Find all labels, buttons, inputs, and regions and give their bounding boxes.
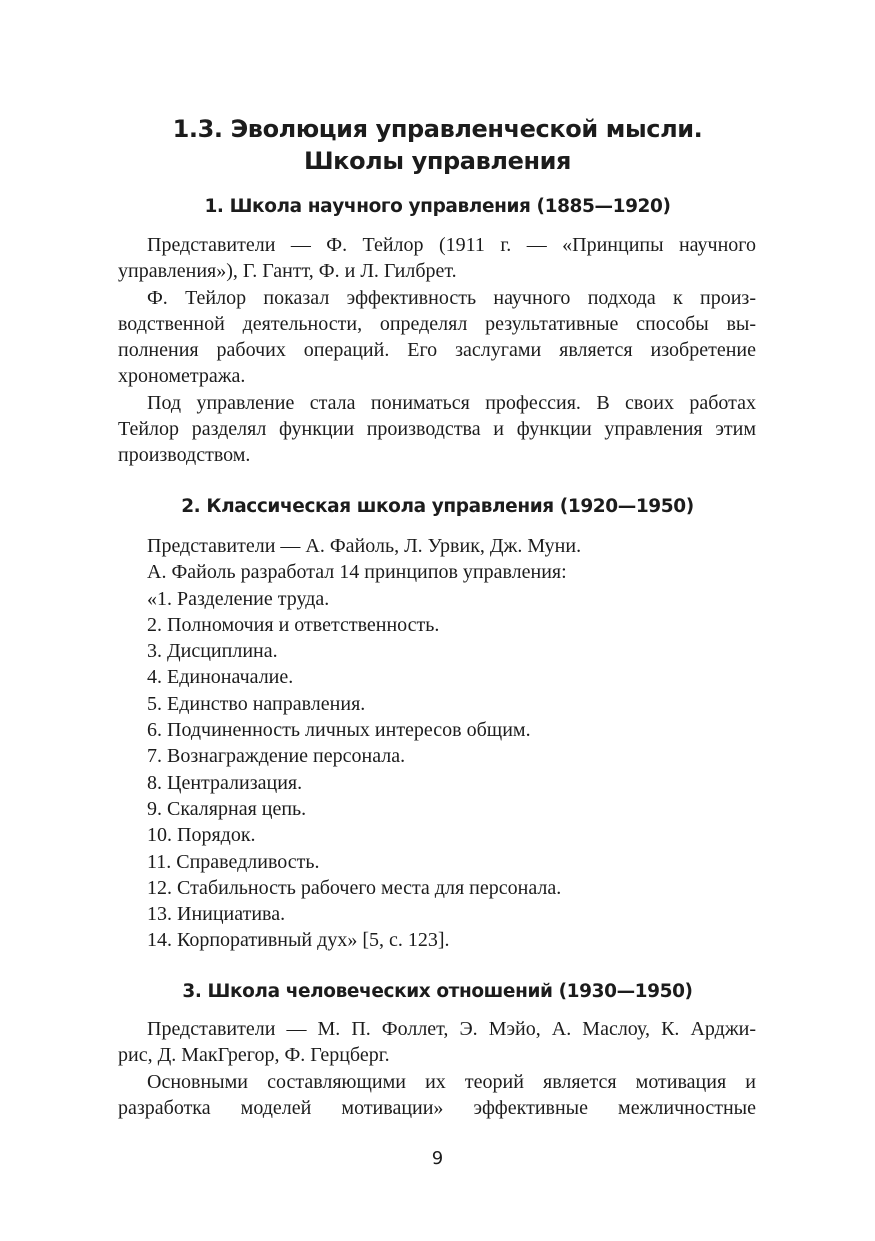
principle-item: 6. Подчиненность личных интересов общим. bbox=[147, 719, 531, 742]
section-1-p2-line-3: полнения рабочих операций. Его заслугами является изобретение bbox=[118, 339, 756, 362]
principle-item: 9. Скалярная цепь. bbox=[147, 797, 307, 820]
section-2-intro: А. Файоль разработал 14 принципов управления: bbox=[147, 561, 567, 584]
section-1-body bbox=[118, 232, 756, 469]
section-3-body bbox=[118, 1016, 756, 1121]
principle-item: 7. Вознаграждение персонала. bbox=[147, 745, 406, 768]
principle-item: 8. Централизация. bbox=[147, 771, 303, 794]
section-1-heading: 1. Школа научного управления (1885—1920) bbox=[204, 196, 671, 217]
principle-item: 12. Стабильность рабочего места для персонала. bbox=[147, 876, 562, 899]
page-number: 9 bbox=[431, 1148, 444, 1169]
section-3-p2-line-1: Основными составляющими их теорий является мотивация и bbox=[147, 1070, 756, 1093]
principle-item: 5. Единство направления. bbox=[147, 692, 366, 715]
section-3-p2-line-2: разработка моделей мотивации» эффективные межличностные bbox=[118, 1096, 756, 1119]
chapter-title-line-2: Школы управления bbox=[303, 147, 572, 175]
section-3-heading: 3. Школа человеческих отношений (1930—1950) bbox=[182, 981, 693, 1002]
section-1-p2-line-1: Ф. Тейлор показал эффективность научного подхода к произ- bbox=[147, 286, 756, 309]
chapter-title-line-1: 1.3. Эволюция управленческой мысли. bbox=[172, 115, 703, 143]
section-1-p1-line-2: управления»), Г. Гантт, Ф. и Л. Гилбрет. bbox=[118, 260, 457, 283]
section-1-p1-line-1: Представители — Ф. Тейлор (1911 г. — «Принципы научного bbox=[147, 234, 756, 256]
principle-item: 13. Инициатива. bbox=[147, 903, 286, 926]
section-2-body bbox=[118, 533, 756, 954]
section-1-p3-line-3: производством. bbox=[118, 444, 251, 467]
section-2-representatives: Представители — А. Файоль, Л. Урвик, Дж. Муни. bbox=[147, 535, 582, 557]
principle-item: 11. Справедливость. bbox=[147, 850, 320, 873]
principle-item: 4. Единоначалие. bbox=[147, 666, 294, 689]
section-1-p3-line-2: Тейлор разделял функции производства и функции управления этим bbox=[118, 418, 756, 441]
section-1-p3-line-1: Под управление стала пониматься профессия. В своих работах bbox=[147, 391, 756, 414]
section-2-heading: 2. Классическая школа управления (1920—1950) bbox=[181, 496, 694, 517]
section-1-p2-line-2: водственной деятельности, определял результативные способы вы- bbox=[118, 312, 756, 335]
principle-item: 3. Дисциплина. bbox=[147, 640, 278, 663]
section-3-p1-line-2: рис, Д. МакГрегор, Ф. Герцберг. bbox=[118, 1044, 390, 1067]
principle-item: «1. Разделение труда. bbox=[147, 587, 330, 610]
section-1-p2-line-4: хронометража. bbox=[118, 365, 246, 388]
principle-item: 10. Порядок. bbox=[147, 824, 256, 847]
principle-item: 2. Полномочия и ответственность. bbox=[147, 613, 440, 636]
section-3-p1-line-1: Представители — М. П. Фоллет, Э. Мэйо, А. Маслоу, К. Арджи- bbox=[147, 1018, 756, 1040]
principle-item: 14. Корпоративный дух» [5, с. 123]. bbox=[147, 929, 450, 952]
